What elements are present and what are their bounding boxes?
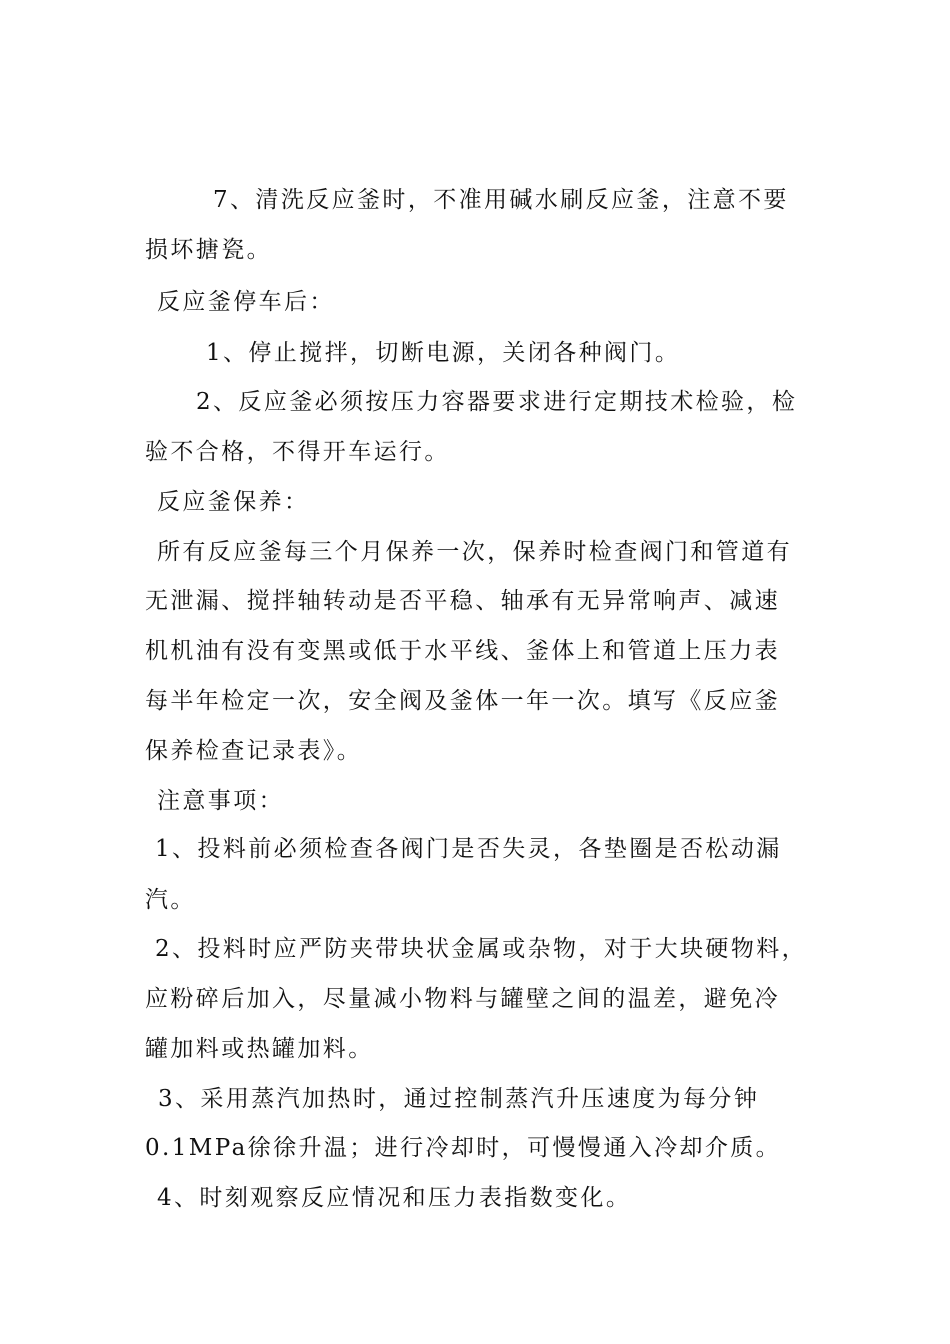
list-item: 3、采用蒸汽加热时，通过控制蒸汽升压速度为每分钟 [158, 1086, 760, 1112]
paragraph-line: 应粉碎后加入，尽量减小物料与罐壁之间的温差，避免冷 [145, 986, 780, 1012]
paragraph-line: 所有反应釜每三个月保养一次，保养时检查阀门和管道有 [157, 539, 792, 565]
list-item: 2、投料时应严防夹带块状金属或杂物，对于大块硬物料， [155, 936, 808, 962]
paragraph-line: 无泄漏、搅拌轴转动是否平稳、轴承有无异常响声、减速 [145, 588, 780, 614]
paragraph-line: 罐加料或热罐加料。 [145, 1036, 374, 1062]
paragraph-line: 0.1MPa徐徐升温；进行冷却时，可慢慢通入冷却介质。 [145, 1135, 782, 1161]
paragraph-line: 验不合格，不得开车运行。 [145, 439, 450, 465]
list-item: 1、停止搅拌，切断电源，关闭各种阀门。 [206, 340, 681, 366]
paragraph-line: 机机油有没有变黑或低于水平线、釜体上和管道上压力表 [145, 638, 780, 664]
section-heading: 注意事项： [157, 788, 284, 814]
paragraph-line: 损坏搪瓷。 [145, 237, 272, 263]
paragraph-line: 7、清洗反应釜时，不准用碱水刷反应釜，注意不要 [213, 187, 789, 213]
section-heading: 反应釜停车后： [157, 289, 335, 315]
section-heading: 反应釜保养： [157, 489, 310, 515]
paragraph-line: 保养检查记录表》。 [145, 738, 363, 764]
list-item: 2、反应釜必须按压力容器要求进行定期技术检验，检 [196, 389, 798, 415]
list-item: 1、投料前必须检查各阀门是否失灵，各垫圈是否松动漏 [155, 836, 782, 862]
list-item: 4、时刻观察反应情况和压力表指数变化。 [157, 1185, 632, 1211]
paragraph-line: 汽。 [145, 887, 196, 913]
paragraph-line: 每半年检定一次，安全阀及釜体一年一次。填写《反应釜 [145, 688, 780, 714]
